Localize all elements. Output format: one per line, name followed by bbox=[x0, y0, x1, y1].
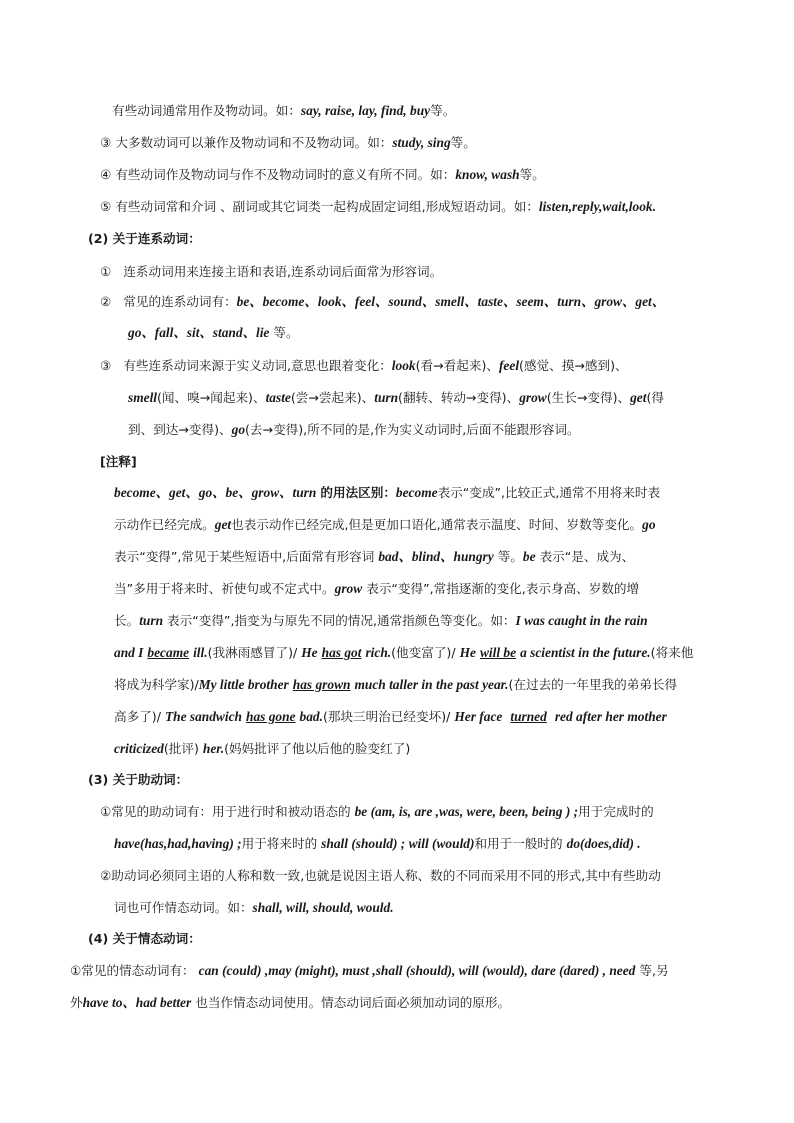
sentence-part: her. bbox=[202, 741, 225, 756]
text: (去→变得),所不同的是,作为实义动词时,后面不能跟形容词。 bbox=[245, 422, 580, 437]
note-heading: [注释] bbox=[100, 454, 137, 469]
translation: (他变富了)/ bbox=[391, 645, 456, 660]
translation: 高多了)/ bbox=[114, 709, 161, 724]
note-line-6 bbox=[114, 644, 693, 662]
examples: go、fall、sit、stand、lie bbox=[128, 325, 270, 340]
word: get bbox=[630, 390, 647, 405]
note-line-2 bbox=[114, 516, 656, 534]
modal-line-1 bbox=[70, 962, 669, 980]
aux-line-2 bbox=[114, 835, 641, 853]
item-number: ① bbox=[100, 804, 112, 819]
section-heading-auxiliary-verbs: (3) 关于助动词： bbox=[88, 772, 189, 787]
text: (生长→变得)、 bbox=[546, 390, 631, 405]
text: 表示“变得”,常见于某些短语中,后面常有形容词 bbox=[114, 549, 375, 564]
examples: shall, will, should, would. bbox=[252, 900, 394, 915]
line-linking-3-cont2 bbox=[128, 421, 580, 439]
text: 长。 bbox=[114, 613, 140, 628]
line-linking-2 bbox=[100, 293, 665, 311]
text: 等。 bbox=[273, 325, 299, 340]
line-linking-3 bbox=[100, 357, 628, 375]
translation: (那块三明治已经变坏)/ bbox=[322, 709, 451, 724]
section-heading-linking-verbs: (2) 关于连系动词： bbox=[88, 231, 201, 246]
examples: say, raise, lay, find, buy bbox=[300, 103, 431, 118]
text: 也表示动作已经完成,但是更加口语化,通常表示温度、时间、岁数等变化。 bbox=[231, 517, 643, 532]
sentence-part: ill. bbox=[193, 645, 208, 660]
section-heading-modal-verbs: (4) 关于情态动词： bbox=[88, 931, 201, 946]
underlined-verb: has got bbox=[321, 645, 362, 660]
text: (看→看起来)、 bbox=[415, 358, 499, 373]
text: 用于将来时的 bbox=[241, 836, 318, 851]
text: 当”多用于将来时、祈使句或不定式中。 bbox=[114, 581, 335, 596]
translation: (我淋雨感冒了)/ bbox=[207, 645, 298, 660]
text: 表示“变得”,常指逐渐的变化,表示身高、岁数的增 bbox=[366, 581, 640, 596]
text: 表示“变成”,比较正式,通常不用将来时表 bbox=[437, 485, 661, 500]
text: 有些动词常和介词 、副词或其它词类一起构成固定词组,形成短语动词。如： bbox=[115, 199, 539, 214]
text: (得 bbox=[646, 390, 664, 405]
translation: 将成为科学家)/ bbox=[114, 677, 199, 692]
examples: have to、had better bbox=[82, 995, 192, 1010]
modal-line-2 bbox=[70, 994, 510, 1012]
text: 等。 bbox=[497, 549, 523, 564]
text: 的用法区别： bbox=[320, 485, 396, 500]
underlined-verb: will be bbox=[479, 645, 517, 660]
text: 表示“变得”,指变为与原先不同的情况,通常指颜色等变化。如： bbox=[167, 613, 516, 628]
text: 用于完成时的 bbox=[578, 804, 654, 819]
translation: (在过去的一年里我的弟弟长得 bbox=[508, 677, 678, 692]
line-item-4 bbox=[100, 166, 545, 184]
word: turn bbox=[139, 613, 164, 628]
word: go bbox=[231, 422, 246, 437]
line-transitive-verbs bbox=[112, 102, 455, 120]
translation: (批评) bbox=[163, 741, 199, 756]
line-linking-2-cont bbox=[128, 324, 299, 342]
text: 也当作情态动词使用。情态动词后面必须加动词的原形。 bbox=[195, 995, 511, 1010]
word: grow bbox=[334, 581, 363, 596]
sentence-part: He bbox=[301, 645, 318, 660]
words: bad、blind、hungry bbox=[378, 549, 494, 564]
word: feel bbox=[498, 358, 520, 373]
item-number: ① bbox=[70, 963, 82, 978]
translation: (将来他 bbox=[650, 645, 694, 660]
note-line-8 bbox=[114, 708, 667, 726]
text: 到、到达→变得)、 bbox=[128, 422, 232, 437]
line-item-3 bbox=[100, 134, 476, 152]
examples: study, sing bbox=[392, 135, 451, 150]
note-line-7 bbox=[114, 676, 677, 694]
examples: do(does,did) . bbox=[566, 836, 641, 851]
underlined-verb: became bbox=[147, 645, 190, 660]
aux-line-3 bbox=[100, 867, 661, 885]
text: 助动词必须同主语的人称和数一致,也就是说因主语人称、数的不同而采用不同的形式,其中有些助动 bbox=[111, 868, 661, 883]
word: get bbox=[214, 517, 232, 532]
example-sentence: I was caught in the rain bbox=[515, 613, 648, 628]
word: smell bbox=[128, 390, 158, 405]
examples: can (could) ,may (might), must ,shall (should), will (would), dare (dared) , need bbox=[198, 963, 636, 978]
text: 常见的助动词有：用于进行时和被动语态的 bbox=[111, 804, 351, 819]
text: 和用于一般时的 bbox=[474, 836, 563, 851]
text: 常见的连系动词有： bbox=[123, 294, 237, 309]
text: 表示“是、成为、 bbox=[539, 549, 635, 564]
word: go bbox=[642, 517, 656, 532]
note-line-1 bbox=[114, 484, 660, 502]
sentence-part: The sandwich bbox=[164, 709, 242, 724]
item-number: ④ bbox=[100, 167, 112, 182]
sentence-part: criticized bbox=[114, 741, 164, 756]
text: 连系动词用来连接主语和表语,连系动词后面常为形容词。 bbox=[123, 264, 443, 279]
underlined-verb: has gone bbox=[246, 709, 296, 724]
note-line-9 bbox=[114, 740, 410, 758]
note-line-3 bbox=[114, 548, 634, 566]
text: 大多数动词可以兼作及物动词和不及物动词。如： bbox=[115, 135, 393, 150]
line-linking-3-cont bbox=[128, 389, 664, 407]
sentence-part: Her face bbox=[454, 709, 503, 724]
word: become bbox=[395, 485, 438, 500]
examples: shall (should) ; will (would) bbox=[321, 836, 475, 851]
sentence-part: red after her mother bbox=[554, 709, 667, 724]
word: turn bbox=[374, 390, 399, 405]
text: (尝→尝起来)、 bbox=[290, 390, 375, 405]
word: look bbox=[391, 358, 416, 373]
line-item-5 bbox=[100, 198, 656, 216]
words: become、get、go、be、grow、turn bbox=[114, 485, 317, 500]
text: 有些连系动词来源于实义动词,意思也跟着变化： bbox=[123, 358, 392, 373]
note-line-5 bbox=[114, 612, 648, 630]
examples: have(has,had,having) ; bbox=[114, 836, 242, 851]
line-linking-1 bbox=[100, 263, 442, 281]
aux-line-1 bbox=[100, 803, 654, 821]
examples: know, wash bbox=[455, 167, 520, 182]
text: 示动作已经完成。 bbox=[114, 517, 215, 532]
text: (翻转、转动→变得)、 bbox=[398, 390, 520, 405]
item-number: ① bbox=[100, 264, 112, 279]
word: taste bbox=[265, 390, 291, 405]
text: 外 bbox=[70, 995, 83, 1010]
sentence-part: bad. bbox=[299, 709, 323, 724]
sentence-part: My little brother bbox=[198, 677, 289, 692]
text: 有些动词通常用作及物动词。如： bbox=[112, 103, 301, 118]
translation: (妈妈批评了他以后他的脸变红了) bbox=[224, 741, 411, 756]
text: 等。 bbox=[450, 135, 476, 150]
sentence-part: rich. bbox=[365, 645, 392, 660]
underlined-verb: has grown bbox=[292, 677, 351, 692]
word: grow bbox=[519, 390, 547, 405]
text: 等。 bbox=[430, 103, 456, 118]
text: (闻、嗅→闻起来)、 bbox=[157, 390, 266, 405]
text: 有些动词作及物动词与作不及物动词时的意义有所不同。如： bbox=[115, 167, 456, 182]
underlined-verb: turned bbox=[510, 709, 547, 724]
examples: listen,reply,wait,look. bbox=[538, 199, 656, 214]
text: 等,另 bbox=[639, 963, 669, 978]
text: 常见的情态动词有： bbox=[81, 963, 195, 978]
examples: be、become、look、feel、sound、smell、taste、seem、turn、grow、get、 bbox=[236, 294, 666, 309]
item-number: ③ bbox=[100, 358, 112, 373]
examples: be (am, is, are ,was, were, been, being ) ; bbox=[354, 804, 579, 819]
item-number: ③ bbox=[100, 135, 112, 150]
sentence-part: a scientist in the future. bbox=[520, 645, 651, 660]
text: 词也可作情态动词。如： bbox=[114, 900, 253, 915]
sentence-part: He bbox=[459, 645, 476, 660]
item-number: ⑤ bbox=[100, 199, 112, 214]
sentence-part: and I bbox=[114, 645, 144, 660]
text: 等。 bbox=[519, 167, 545, 182]
word: be bbox=[522, 549, 536, 564]
aux-line-4 bbox=[114, 899, 394, 917]
item-number: ② bbox=[100, 294, 112, 309]
text: (感觉、摸→感到)、 bbox=[519, 358, 628, 373]
sentence-part: much taller in the past year. bbox=[354, 677, 509, 692]
note-line-4 bbox=[114, 580, 639, 598]
item-number: ② bbox=[100, 868, 112, 883]
